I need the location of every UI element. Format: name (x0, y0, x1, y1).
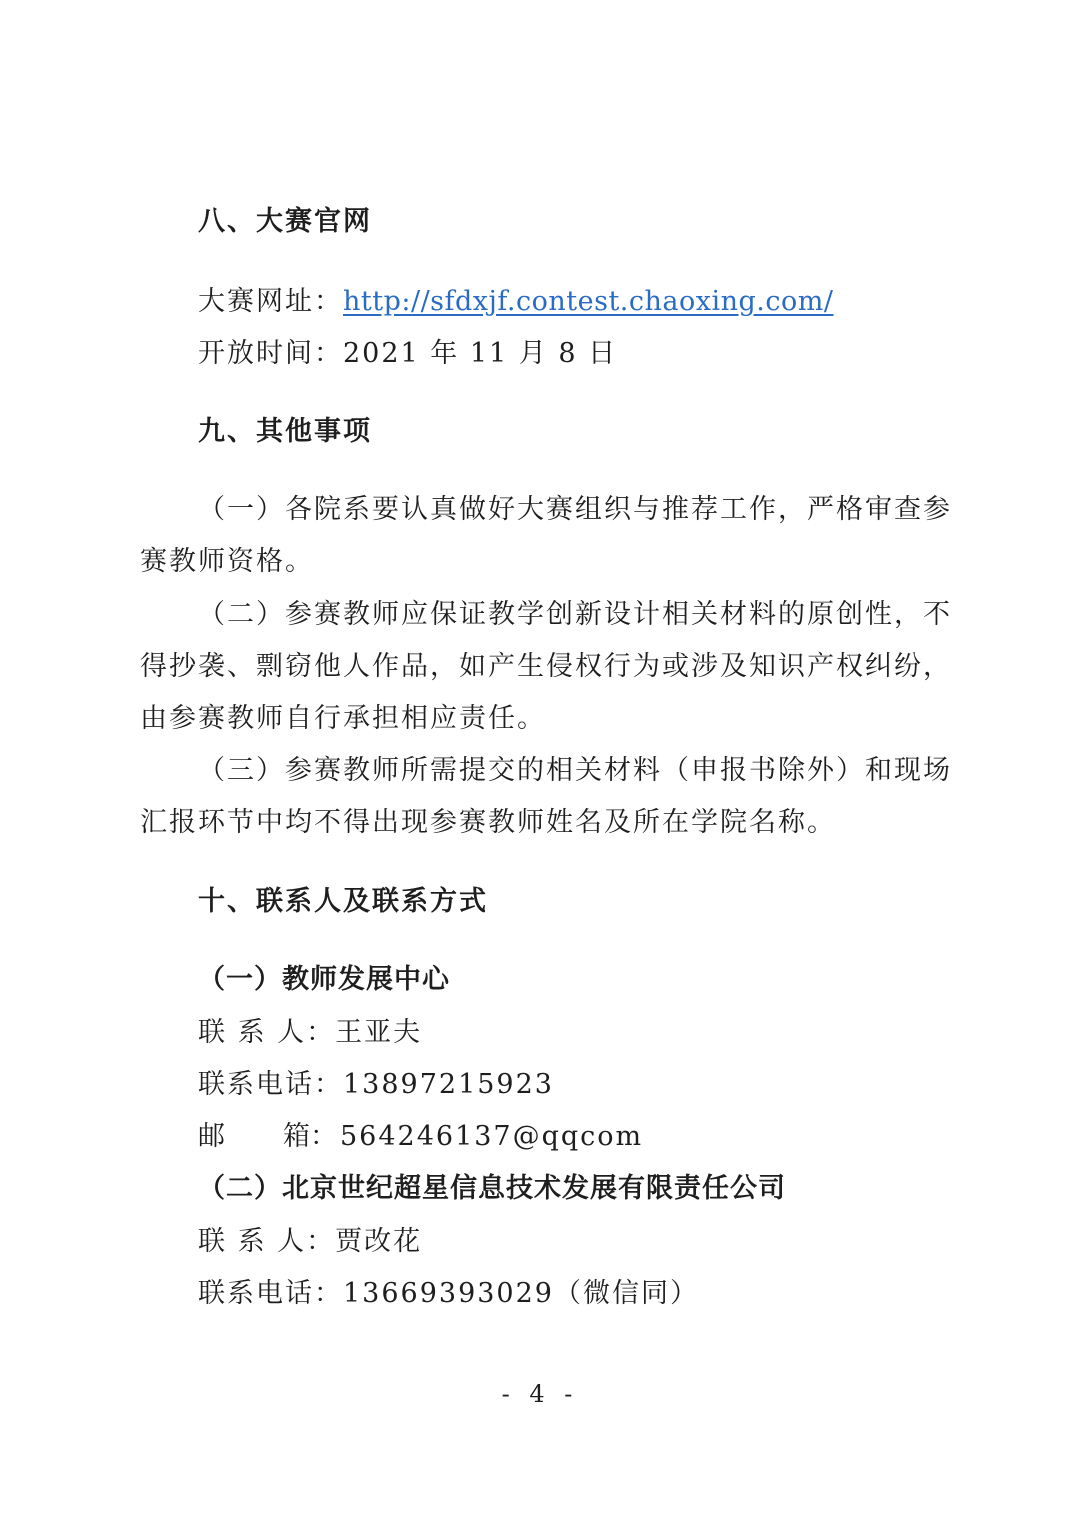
contact-1-email-row (198, 1119, 643, 1155)
contact-1-person-label: 联 系 人： (198, 1017, 336, 1048)
contact-2-person-row (198, 1224, 422, 1260)
section-9-title: 九、其他事项 (198, 416, 372, 447)
contact-1-email: 564246137@qqcom (340, 1121, 644, 1152)
open-time-value: 2021 年 11 月 8 日 (343, 338, 618, 369)
item-3-line-1: （三）参赛教师所需提交的相关材料（申报书除外）和现场 (198, 755, 952, 786)
contact-1-org: （一）教师发展中心 (198, 964, 450, 995)
contact-2-person: 贾改花 (335, 1226, 423, 1257)
contact-1-phone-row (198, 1067, 554, 1103)
section-8-title: 八、大赛官网 (198, 206, 372, 237)
contact-1-person: 王亚夫 (335, 1017, 423, 1048)
open-time-label: 开放时间： (198, 338, 343, 369)
page-number: - 4 - (501, 1380, 579, 1408)
contact-1-person-row (198, 1015, 422, 1051)
item-2-line-2: 得抄袭、剽窃他人作品，如产生侵权行为或涉及知识产权纠纷， (140, 651, 952, 682)
contest-url-label: 大赛网址： (198, 286, 343, 317)
item-2-line-1: （二）参赛教师应保证教学创新设计相关材料的原创性，不 (198, 599, 952, 630)
contact-2-phone-label: 联系电话： (198, 1278, 343, 1309)
contest-url-row (198, 284, 833, 320)
contest-url-link[interactable]: http://sfdxjf.contest.chaoxing.com/ (343, 286, 834, 317)
contact-1-phone: 13897215923 (343, 1069, 554, 1100)
contact-1-email-label-a: 邮 (198, 1121, 225, 1152)
item-3-line-2: 汇报环节中均不得出现参赛教师姓名及所在学院名称。 (140, 807, 836, 838)
contact-1-email-label (198, 1119, 340, 1155)
contact-1-phone-label: 联系电话： (198, 1069, 343, 1100)
section-10-title: 十、联系人及联系方式 (198, 886, 488, 917)
contact-2-org: （二）北京世纪超星信息技术发展有限责任公司 (198, 1173, 786, 1204)
contact-2-person-label: 联 系 人： (198, 1226, 336, 1257)
contact-2-phone: 13669393029（微信同） (343, 1278, 699, 1309)
contact-2-phone-row (198, 1276, 699, 1312)
open-time-row (198, 336, 617, 372)
item-2-line-3: 由参赛教师自行承担相应责任。 (140, 703, 546, 734)
item-1-line-1: （一）各院系要认真做好大赛组织与推荐工作，严格审查参 (198, 494, 952, 525)
contact-1-email-label-b: 箱： (283, 1121, 337, 1152)
item-1-line-2: 赛教师资格。 (140, 546, 314, 577)
